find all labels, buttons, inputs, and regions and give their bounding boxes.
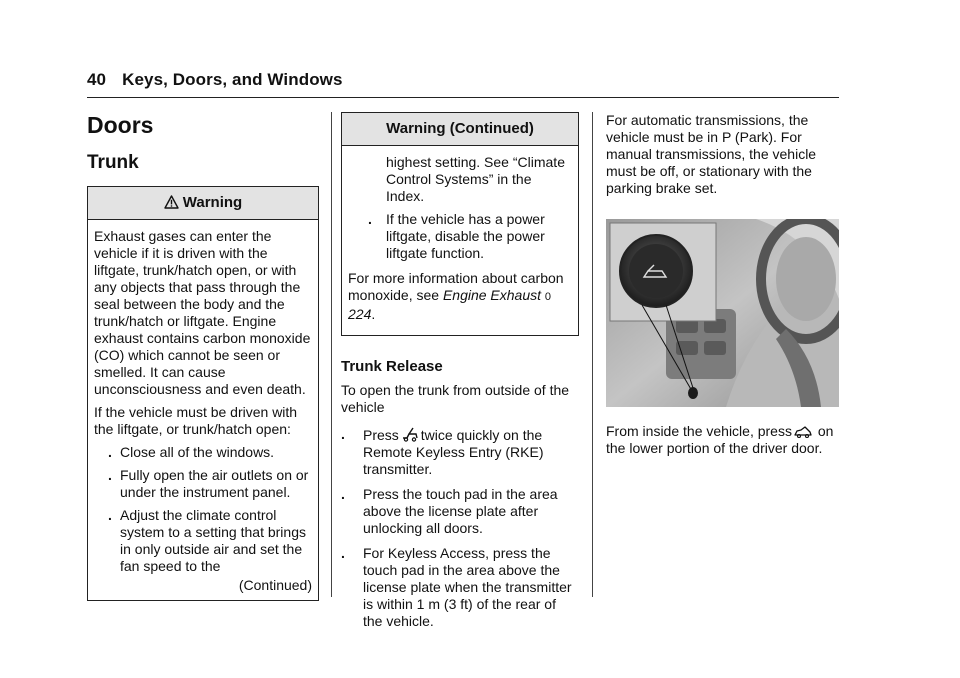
warning-paragraph-1: Exhaust gases can enter the vehicle if it is driven with the liftgate, trunk/hatch open, or with any objects that pass through the seal between the body and the trunk/hatch or liftgate. Engine exhaust contains carbon monoxide (CO) which cannot be seen or smelled. It can cause unconsciousness and even death. (94, 228, 311, 397)
bullet-text: Close all of the windows. (120, 444, 275, 460)
bullet-text: Press the touch pad in the area above the license plate after unlocking all doors. (363, 486, 558, 536)
inside-release-paragraph (606, 423, 839, 457)
more-info-text: For more information about carbon monoxide, see (348, 270, 564, 303)
bullet-text: For Keyless Access, press the touch pad in the area above the license plate when the transmitter is within 1 m (3 ft) of the rear of the vehicle. (363, 545, 572, 629)
page-number: 40 (87, 70, 107, 89)
warning-bullet-2 (94, 467, 312, 501)
column-2 (341, 112, 579, 630)
bullet-mark: . (108, 507, 112, 523)
section-title: Doors (87, 112, 154, 138)
warning-title-text: Warning (182, 194, 243, 211)
bullet-1-prefix: Press (363, 427, 399, 443)
page-ref-number[interactable]: 224 (348, 306, 372, 322)
chapter-title: Keys, Doors, and Windows (122, 70, 343, 89)
bullet-text: If the vehicle has a power liftgate, disable the power liftgate function. (386, 211, 545, 261)
trunk-release-bullet-2 (341, 486, 579, 537)
continued-label: (Continued) (238, 577, 312, 593)
bullet-mark: . (368, 211, 372, 227)
warning-continued-box (341, 112, 579, 336)
bullet-text: Adjust the climate control system to a setting that brings in only outside air and set the fan speed to the (120, 507, 306, 574)
column-divider-1 (331, 112, 332, 597)
warning-box (87, 186, 319, 601)
engine-exhaust-reference[interactable]: Engine Exhaust (442, 287, 542, 303)
page-header (87, 70, 839, 90)
warning-bullet-3 (94, 507, 312, 575)
subsection-title: Trunk (87, 152, 139, 173)
transmission-paragraph: For automatic transmissions, the vehicle must be in P (Park). For manual transmissions, the vehicle must be off, or stationary with the parking brake set. (606, 112, 817, 196)
trunk-release-bullet-1 (341, 426, 579, 478)
trunk-release-title: Trunk Release (341, 358, 443, 375)
column-3 (606, 112, 839, 471)
inside-release-suffix: on the lower portion of the driver door. (606, 423, 834, 456)
warning-body (88, 220, 318, 600)
bullet-1-suffix: twice quickly on the Remote Keyless Entry (RKE) transmitter. (363, 427, 544, 477)
warning-title (88, 187, 318, 220)
warning-bullet-1 (94, 444, 312, 461)
bullet-text: Fully open the air outlets on or under the instrument panel. (120, 467, 309, 500)
bullet-text (363, 426, 579, 478)
bullet-mark: . (341, 486, 345, 502)
trunk-release-bullet-3 (341, 545, 579, 630)
bullet-mark: . (341, 545, 345, 561)
column-divider-2 (592, 112, 593, 597)
header-rule (87, 97, 839, 98)
trunk-open-icon (401, 426, 419, 442)
running-header (87, 70, 839, 90)
more-info-paragraph: For more information about carbon monoxide, see Engine Exhaust 0 224. (348, 270, 564, 322)
bullet-mark: . (108, 467, 112, 483)
warning-continued-title: Warning (Continued) (342, 113, 578, 146)
bullet-mark: . (341, 426, 345, 442)
bullet-mark: . (108, 444, 112, 460)
warning-paragraph-2: If the vehicle must be driven with the liftgate, or trunk/hatch open: (94, 404, 298, 437)
warning-continued-body (342, 146, 578, 335)
inside-release-prefix: From inside the vehicle, press (606, 423, 792, 439)
trunk-release-intro: To open the trunk from outside of the vehicle (341, 382, 570, 415)
driver-door-photo (606, 219, 839, 407)
page-ref-arrow: 0 (544, 291, 552, 303)
column-1 (87, 112, 319, 601)
warning-continued-text: highest setting. See “Climate Control Systems” in the Index. (386, 154, 565, 204)
warning-triangle-icon (164, 195, 179, 209)
car-trunk-icon (794, 426, 812, 438)
warning-continued-bullet (348, 211, 572, 262)
